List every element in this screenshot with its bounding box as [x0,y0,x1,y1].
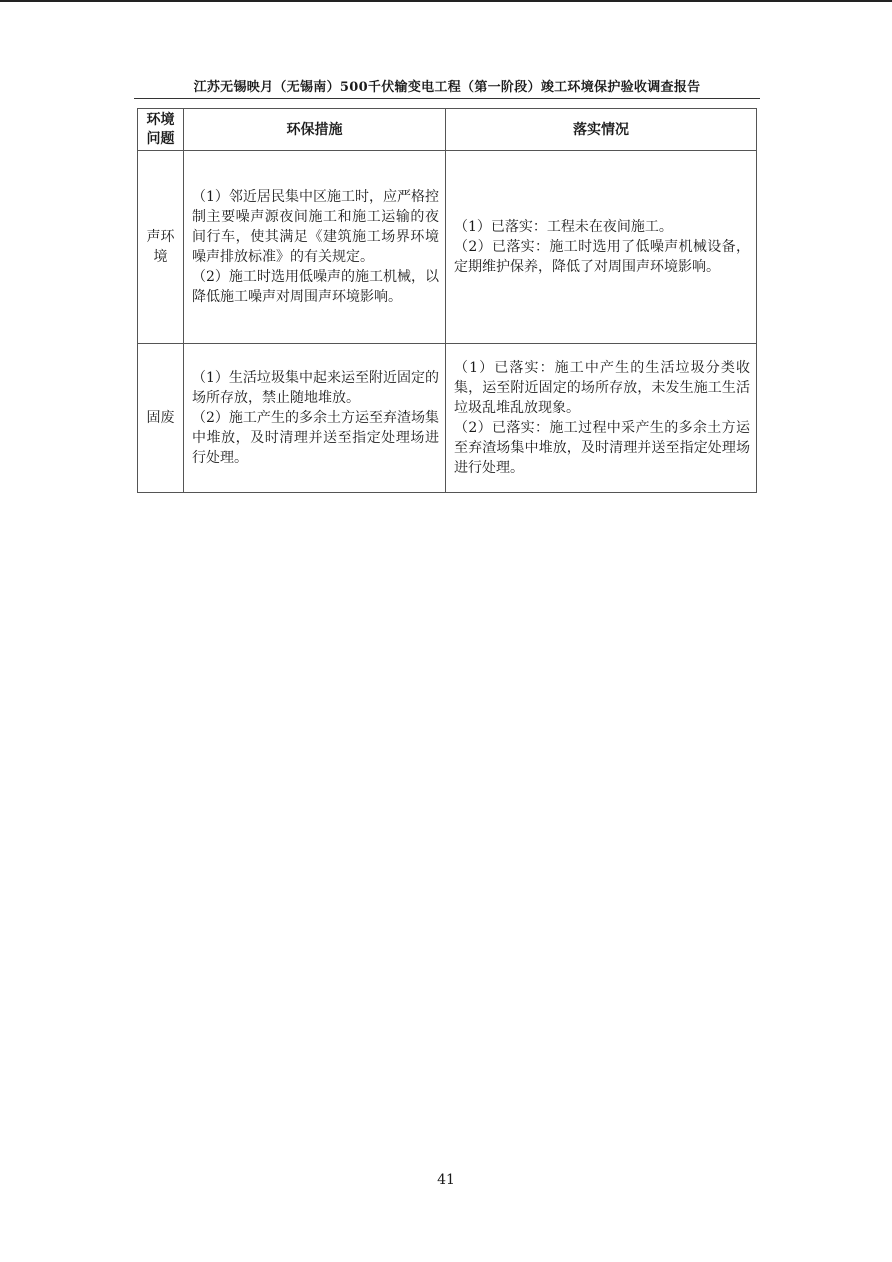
table-row [138,151,757,344]
implementation-item: （2）已落实：施工时选用了低噪声机械设备，定期维护保养，降低了对周围声环境影响。 [454,239,750,275]
environmental-measures-table [137,108,757,493]
header-environmental-issue: 环境 问题 [138,109,184,151]
header-implementation-status: 落实情况 [446,109,757,151]
measures-cell [184,344,446,493]
table-row [138,344,757,493]
implementation-cell [446,151,757,344]
measure-item: （1）邻近居民集中区施工时，应严格控制主要噪声源夜间施工和施工运输的夜间行车，使其满足《建筑施工场界环境噪声排放标准》的有关规定。 [192,189,439,265]
implementation-cell [446,344,757,493]
implementation-item: （2）已落实：施工过程中采产生的多余土方运至弃渣场集中堆放，及时清理并送至指定处理场进行处理。 [454,420,750,476]
issue-cell-noise: 声环 境 [138,151,184,344]
table-header-row [138,109,757,151]
measure-item: （2）施工产生的多余土方运至弃渣场集中堆放，及时清理并送至指定处理场进行处理。 [192,410,439,466]
page-number: 41 [437,1172,455,1188]
measure-item: （1）生活垃圾集中起来运至附近固定的场所存放，禁止随地堆放。 [192,370,439,406]
header-divider [134,98,760,99]
header-protection-measures: 环保措施 [184,109,446,151]
page-top-border [0,0,892,2]
implementation-item: （1）已落实：工程未在夜间施工。 [454,219,673,235]
implementation-item: （1）已落实：施工中产生的生活垃圾分类收集，运至附近固定的场所存放，未发生施工生活垃圾乱堆乱放现象。 [454,360,750,416]
measures-cell [184,151,446,344]
report-header-title: 江苏无锡映月（无锡南）500千伏输变电工程（第一阶段）竣工环境保护验收调查报告 [193,80,701,95]
issue-cell-solid-waste: 固废 [138,344,184,493]
measure-item: （2）施工时选用低噪声的施工机械，以降低施工噪声对周围声环境影响。 [192,269,439,305]
